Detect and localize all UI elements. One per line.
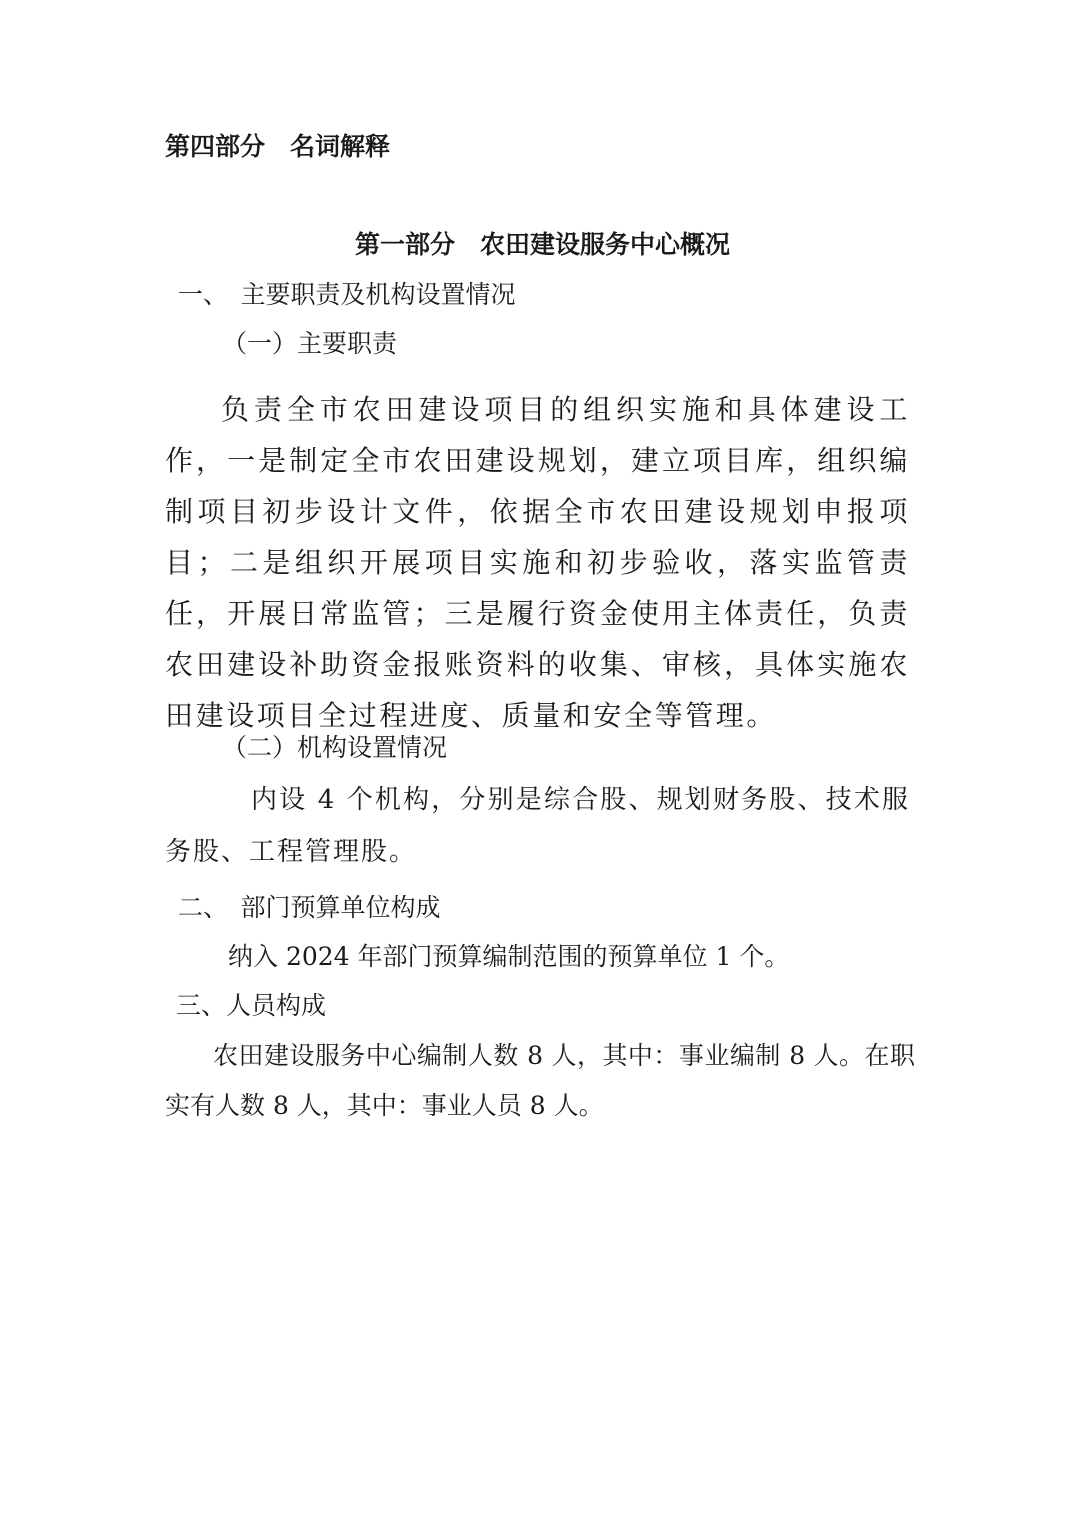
section1-heading: 一、 主要职责及机构设置情况 [178, 280, 516, 309]
section2-heading: 二、 部门预算单位构成 [178, 893, 441, 922]
part1-heading: 第一部分 农田建设服务中心概况 [355, 230, 731, 259]
section1-sub2-heading: （二）机构设置情况 [222, 733, 448, 762]
section1-sub1-body: 负责全市农田建设项目的组织实施和具体建设工作，一是制定全市农田建设规划，建立项目库，组织编制项目初步设计文件，依据全市农田建设规划申报项目；二是组织开展项目实施和初步验收，落实监管责任，开展日常监管；三是履行资金使用主体责任，负责农田建设补助资金报账资料的收集、审核，具体实施农田建设项目全过程进度、质量和安全等管理。 [165, 393, 910, 732]
part4-heading: 第四部分 名词解释 [165, 132, 391, 161]
section1-sub1-heading: （一）主要职责 [222, 329, 398, 358]
section3-body: 农田建设服务中心编制人数 8 人，其中：事业编制 8 人。在职实有人数 8 人，其中：事业人员 8 人。 [165, 1041, 915, 1120]
section1-sub2-body: 内设 4 个机构，分别是综合股、规划财务股、技术服务股、工程管理股。 [165, 785, 910, 867]
section3-heading: 三、人员构成 [176, 991, 327, 1020]
section2-body: 纳入 2024 年部门预算编制范围的预算单位 1 个。 [228, 942, 790, 971]
